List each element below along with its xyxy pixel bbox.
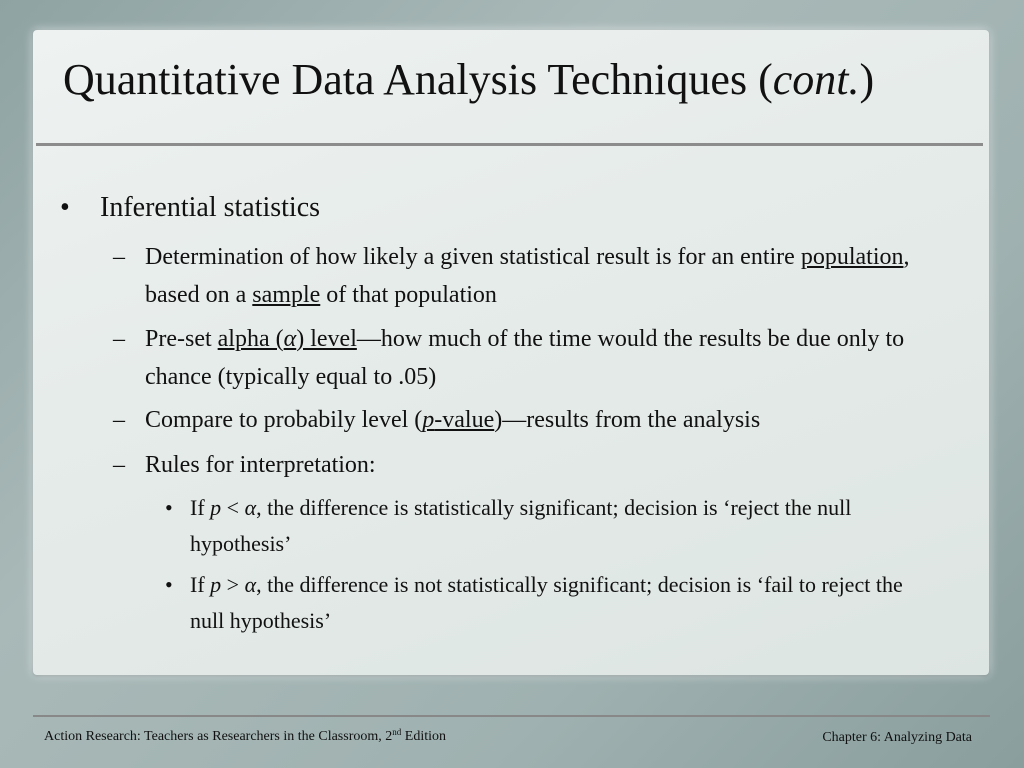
dash-icon: – (113, 407, 125, 433)
title-italic: cont. (772, 55, 860, 104)
footer-book-title (44, 727, 446, 745)
text-run: , based on a (145, 244, 910, 308)
dash-icon: – (113, 452, 125, 478)
text-run: Rules for interpretation: (145, 452, 376, 478)
text-run: If (190, 572, 211, 597)
sub-item-text (145, 446, 945, 484)
text-run: ) level (296, 326, 357, 352)
text-run: > (221, 572, 245, 597)
text-run: α (244, 495, 257, 520)
text-run: Determination of how likely a given statistical result is for an entire (145, 244, 801, 270)
title-divider (36, 143, 983, 146)
text-run: sample (252, 282, 321, 308)
slide-title (63, 52, 874, 108)
text-run: Pre-set (145, 326, 218, 352)
text-run: , the difference is not statistically significant; decision is ‘fail to reject the null hypothesis’ (190, 572, 903, 633)
bullet-label: Inferential statistics (100, 192, 321, 223)
dash-icon: – (113, 326, 125, 352)
bullet-icon: • (165, 572, 173, 597)
bullet-icon: • (165, 495, 173, 520)
text-run: , the difference is statistically significant; decision is ‘reject the null hypothesis’ (190, 495, 852, 556)
bullet-icon: • (60, 192, 70, 223)
sub-item-text (145, 401, 945, 439)
title-text: Quantitative Data Analysis Techniques ( (63, 55, 773, 104)
footer-divider (33, 715, 990, 717)
rule-text (190, 567, 930, 639)
text-run: α (283, 326, 297, 352)
text-run: of that population (320, 282, 497, 308)
text-run: < (221, 495, 245, 520)
footer-book-text: Action Research: Teachers as Researchers in the Classroom, 2 (44, 729, 393, 744)
text-run: alpha ( (217, 326, 284, 352)
sub-item-text (145, 320, 945, 396)
footer-superscript: nd (392, 727, 402, 737)
dash-icon: – (113, 244, 125, 270)
footer-chapter: Chapter 6: Analyzing Data (822, 730, 972, 745)
footer-edition: Edition (401, 729, 446, 744)
text-run: )—results from the analysis (494, 407, 761, 433)
text-run: —how much of the time would the results be due only to chance (typically equal to .05) (145, 326, 905, 390)
text-run: α (244, 572, 257, 597)
rule-text (190, 490, 930, 562)
text-run: -value (434, 407, 495, 433)
text-run: population (800, 244, 904, 270)
title-close: ) (859, 55, 875, 104)
text-run: p (210, 495, 222, 520)
text-run: Compare to probabily level ( (145, 407, 423, 433)
text-run: p (210, 572, 222, 597)
text-run: p (422, 407, 435, 433)
text-run: If (190, 495, 211, 520)
sub-item-text (145, 238, 945, 314)
